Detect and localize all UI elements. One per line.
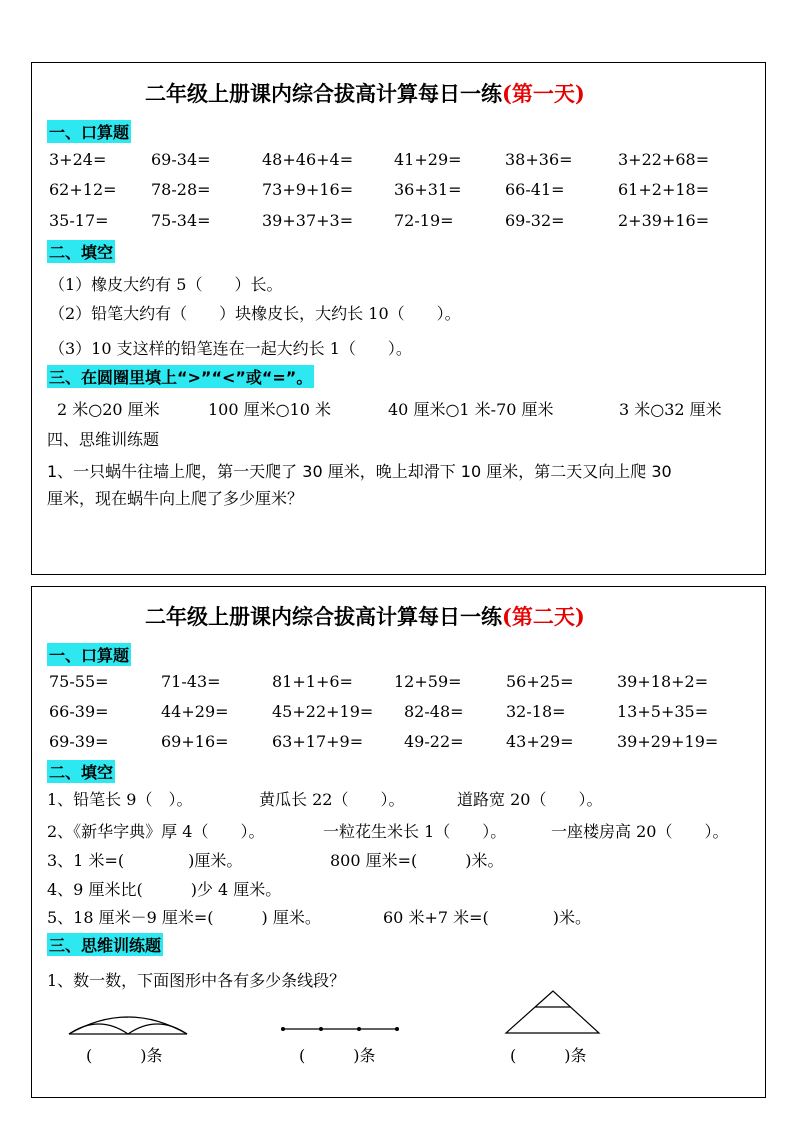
title-text: 二年级上册课内综合拔高计算每日一练 bbox=[145, 81, 502, 106]
calc-item: 49-22= bbox=[404, 732, 464, 751]
answer-blank-1[interactable]: ( )条 bbox=[86, 1046, 163, 1065]
section-mental-math: 一、口算题 bbox=[47, 120, 131, 143]
calc-item: 69+16= bbox=[161, 732, 229, 751]
calc-item: 3+24= bbox=[49, 150, 107, 169]
fill-item: 道路宽 20（ ）。 bbox=[457, 790, 603, 809]
calc-item: 69-39= bbox=[49, 732, 109, 751]
calc-item: 39+18+2= bbox=[617, 672, 709, 691]
calc-item: 35-17= bbox=[49, 211, 109, 230]
fill-item: 5、18 厘米－9 厘米=( ) 厘米。 bbox=[47, 908, 321, 927]
answer-blank-3[interactable]: ( )条 bbox=[510, 1046, 587, 1065]
compare-item: 40 厘米○1 米-70 厘米 bbox=[388, 400, 554, 419]
calc-item: 61+2+18= bbox=[618, 180, 710, 199]
calc-item: 3+22+68= bbox=[618, 150, 710, 169]
title-text: 二年级上册课内综合拔高计算每日一练 bbox=[145, 604, 502, 629]
fill-item: 2、《新华字典》厚 4（ ）。 bbox=[47, 822, 265, 841]
calc-item: 39+29+19= bbox=[617, 732, 719, 751]
section-fill-blank: 二、填空 bbox=[47, 760, 115, 783]
calc-item: 82-48= bbox=[404, 702, 464, 721]
calc-item: 43+29= bbox=[506, 732, 574, 751]
calc-item: 48+46+4= bbox=[262, 150, 354, 169]
compare-item: 2 米○20 厘米 bbox=[57, 400, 160, 419]
calc-item: 63+17+9= bbox=[272, 732, 364, 751]
calc-item: 71-43= bbox=[161, 672, 221, 691]
section-mental-math: 一、口算题 bbox=[47, 643, 131, 666]
section-thinking: 四、思维训练题 bbox=[47, 430, 160, 449]
calc-item: 75-55= bbox=[49, 672, 109, 691]
section-fill-blank: 二、填空 bbox=[47, 240, 115, 263]
fill-item-2: （2）铅笔大约有（ ）块橡皮长，大约长 10（ ）。 bbox=[49, 304, 461, 323]
fill-item: 4、9 厘米比( )少 4 厘米。 bbox=[47, 880, 282, 899]
calc-item: 56+25= bbox=[506, 672, 574, 691]
fill-item: 黄瓜长 22（ ）。 bbox=[259, 790, 405, 809]
calc-item: 72-19= bbox=[394, 211, 454, 230]
calc-item: 38+36= bbox=[505, 150, 573, 169]
fill-item-3: （3）10 支这样的铅笔连在一起大约长 1（ ）。 bbox=[49, 339, 412, 358]
calc-item: 44+29= bbox=[161, 702, 229, 721]
calc-item: 12+59= bbox=[394, 672, 462, 691]
page-title bbox=[145, 78, 585, 108]
fill-item: 3、1 米=( )厘米。 bbox=[47, 851, 243, 870]
fill-item: 60 米+7 米=( )米。 bbox=[383, 908, 592, 927]
title-day: (第一天) bbox=[502, 81, 585, 106]
dotted-segment-figure bbox=[281, 1023, 401, 1035]
calc-item: 2+39+16= bbox=[618, 211, 710, 230]
calc-item: 41+29= bbox=[394, 150, 462, 169]
calc-item: 13+5+35= bbox=[617, 702, 709, 721]
fill-item-1: （1）橡皮大约有 5（ ）长。 bbox=[49, 275, 283, 294]
fill-item: 1、铅笔长 9（ ）。 bbox=[47, 790, 193, 809]
problem-line-1: 1、一只蜗牛往墙上爬，第一天爬了 30 厘米，晚上却滑下 10 厘米，第二天又向上爬 30 bbox=[47, 462, 672, 481]
problem-text: 1、数一数，下面图形中各有多少条线段？ bbox=[47, 971, 346, 990]
triangle-figure bbox=[503, 988, 603, 1036]
calc-item: 62+12= bbox=[49, 180, 117, 199]
calc-item: 69-32= bbox=[505, 211, 565, 230]
calc-item: 73+9+16= bbox=[262, 180, 354, 199]
worksheet-day-2 bbox=[31, 586, 766, 1098]
compare-item: 3 米○32 厘米 bbox=[619, 400, 722, 419]
arc-figure bbox=[67, 1002, 192, 1042]
compare-item: 100 厘米○10 米 bbox=[208, 400, 332, 419]
section-compare: 三、在圆圈里填上“>”“<”或“=”。 bbox=[47, 365, 314, 388]
problem-line-2: 厘米，现在蜗牛向上爬了多少厘米？ bbox=[47, 489, 304, 508]
calc-item: 66-39= bbox=[49, 702, 109, 721]
calc-item: 69-34= bbox=[151, 150, 211, 169]
calc-item: 32-18= bbox=[506, 702, 566, 721]
fill-item: 800 厘米=( )米。 bbox=[330, 851, 504, 870]
calc-item: 39+37+3= bbox=[262, 211, 354, 230]
worksheet-day-1 bbox=[31, 62, 766, 575]
page-title bbox=[145, 601, 585, 631]
calc-item: 36+31= bbox=[394, 180, 462, 199]
calc-item: 78-28= bbox=[151, 180, 211, 199]
fill-item: 一座楼房高 20（ ）。 bbox=[551, 822, 729, 841]
title-day: (第二天) bbox=[502, 604, 585, 629]
calc-item: 45+22+19= bbox=[272, 702, 374, 721]
answer-blank-2[interactable]: ( )条 bbox=[299, 1046, 376, 1065]
calc-item: 81+1+6= bbox=[272, 672, 353, 691]
calc-item: 66-41= bbox=[505, 180, 565, 199]
fill-item: 一粒花生米长 1（ ）。 bbox=[323, 822, 507, 841]
section-thinking: 三、思维训练题 bbox=[47, 933, 163, 956]
calc-item: 75-34= bbox=[151, 211, 211, 230]
